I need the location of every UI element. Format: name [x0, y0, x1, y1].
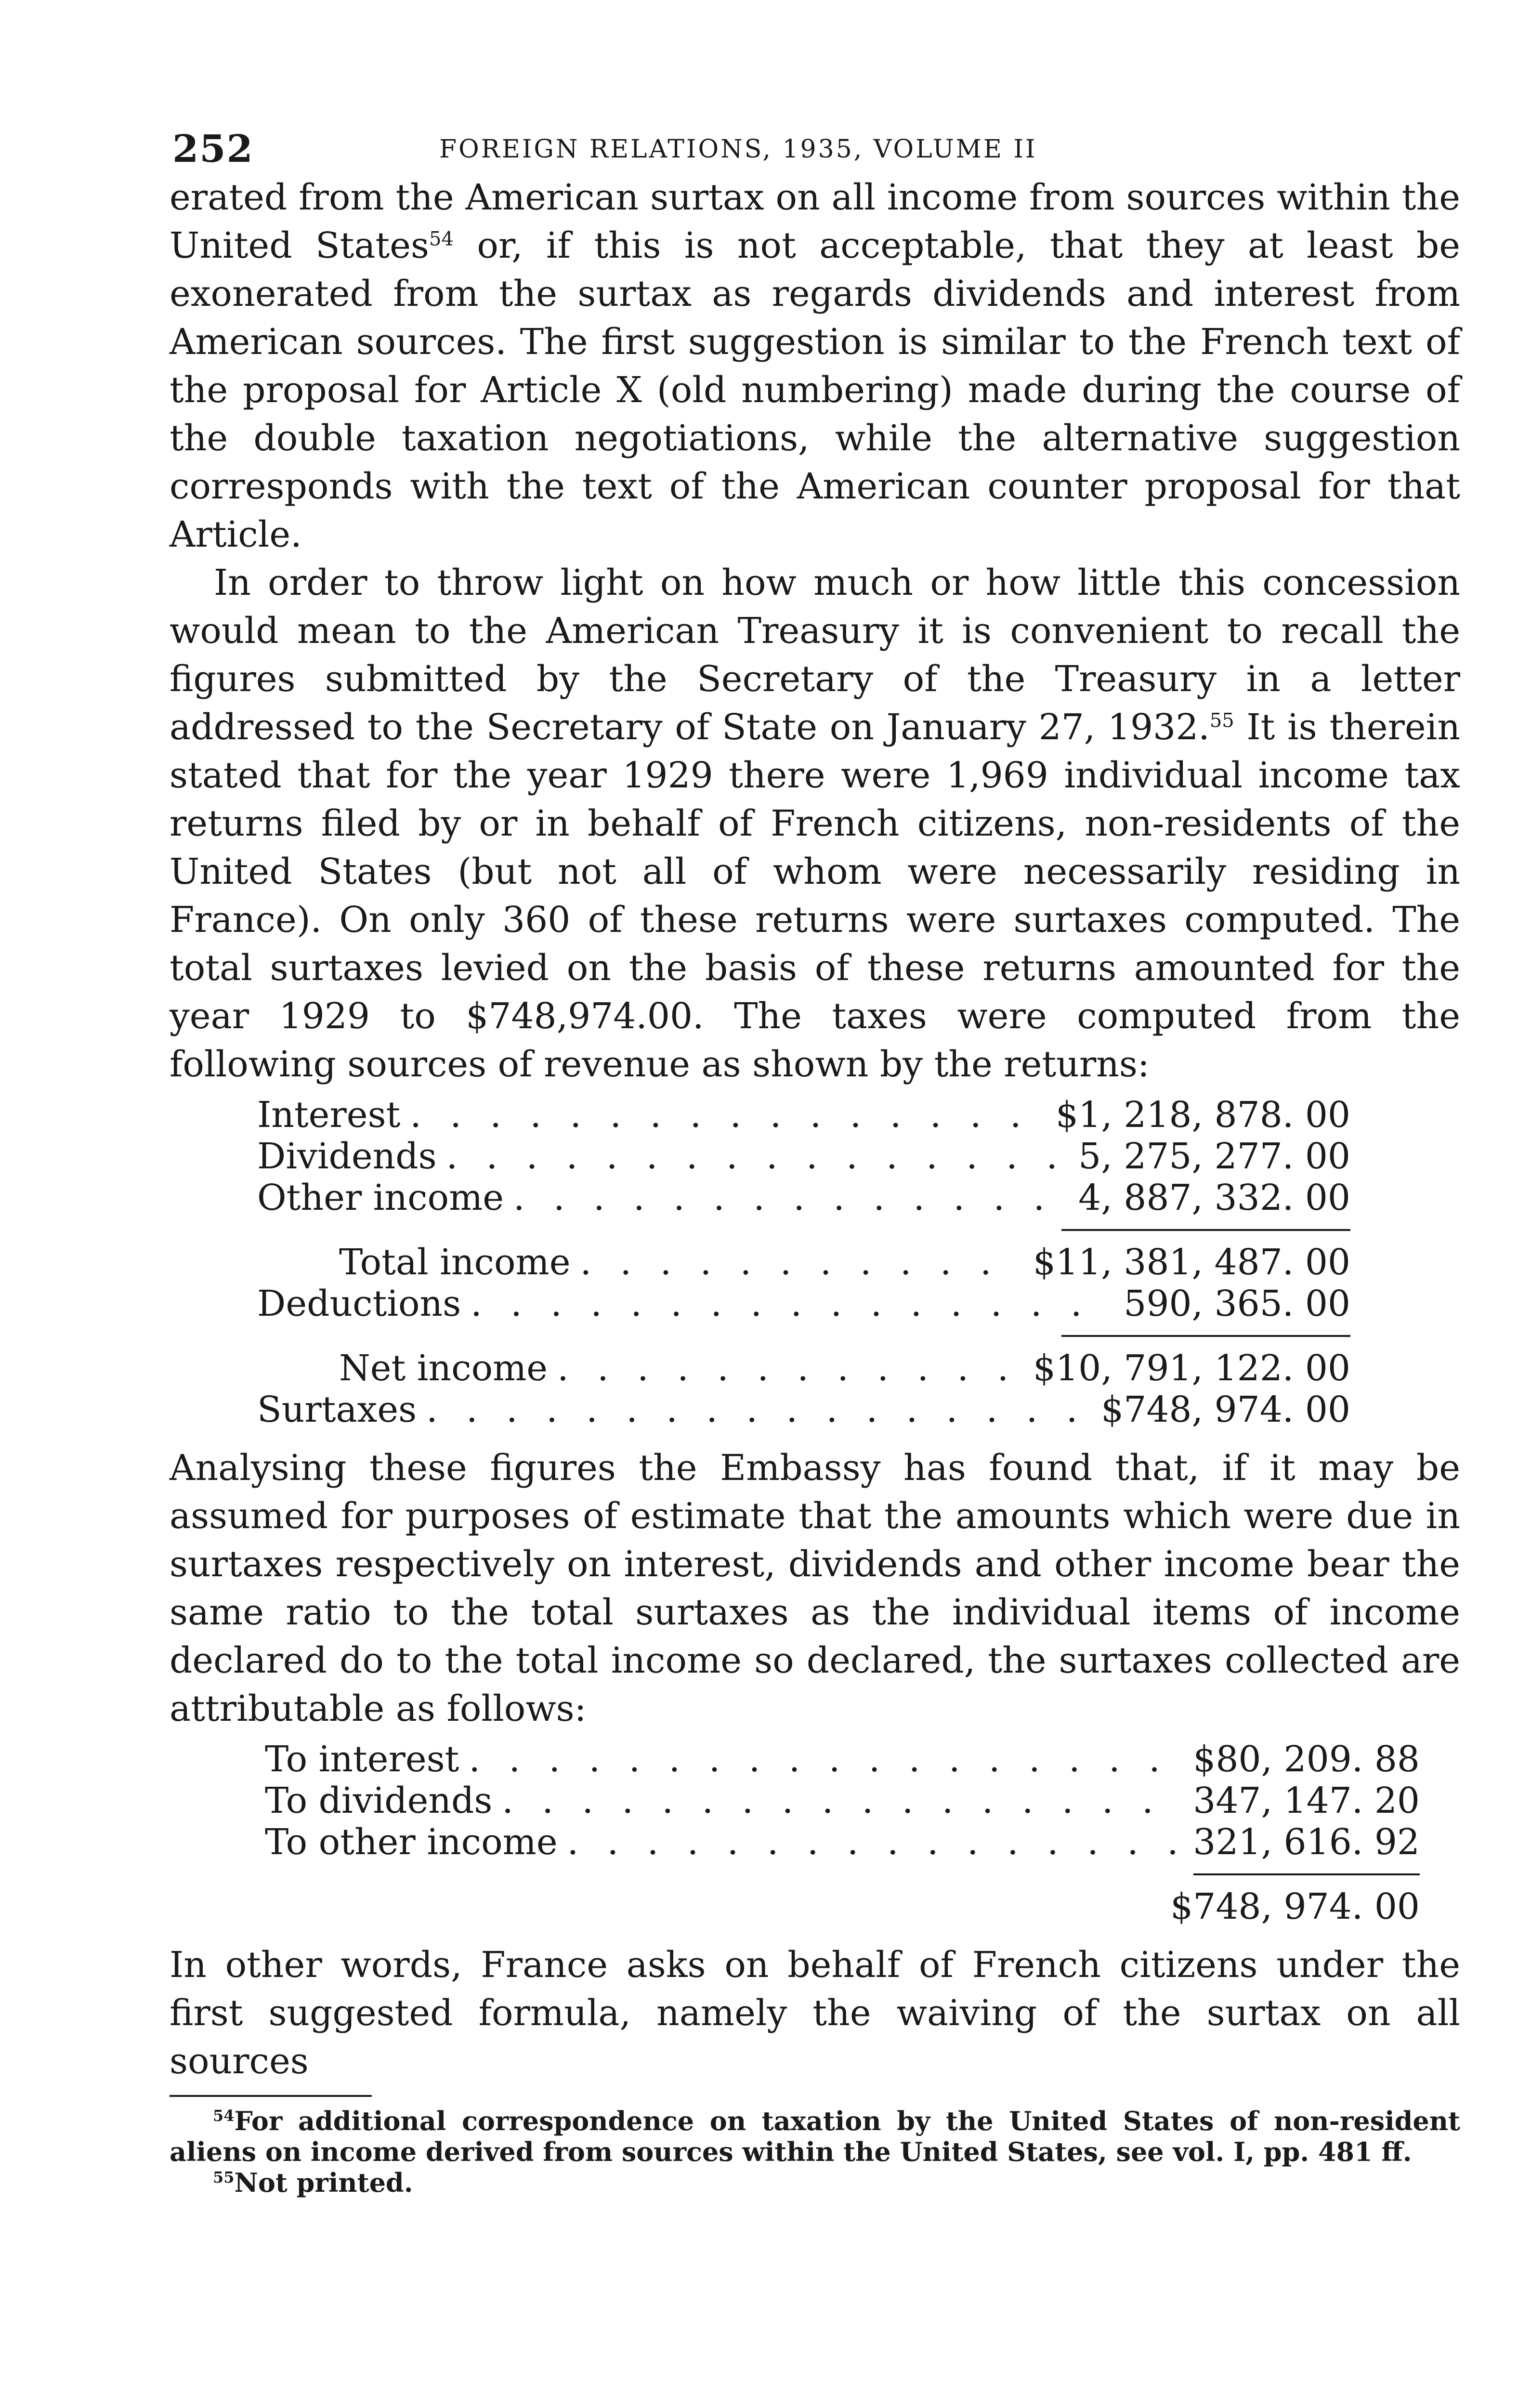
sum-rule	[1061, 1335, 1350, 1337]
row-label: Net income	[339, 1348, 548, 1389]
table-row-total	[265, 1886, 1420, 1927]
row-value: 347, 147. 20	[1193, 1780, 1420, 1821]
table-row	[265, 1739, 1420, 1780]
paragraph-text: In order to throw light on how much or how little this concession would mean to the American Treasury it is convenient to recall the figures submitted by the Secretary of the Treasury in a letter addressed to the Secretary of State on January 27, 1932.	[170, 562, 1460, 748]
row-label: Interest	[257, 1094, 401, 1136]
row-value: 4, 887, 332. 00	[1078, 1177, 1350, 1218]
paragraph-text: It is therein stated that for the year 1929 there were 1,969 individual income tax returns filed by or in behalf of French citizens, non-residents of the United States (but not all of whom were necessarily residing in France). On only 360 of these returns were surtaxes computed. The total surtaxes levied on the basis of these returns amounted for the year 1929 to $748,974.00. The taxes were computed from the following sources of revenue as shown by the returns:	[170, 707, 1460, 1085]
paragraph-text: or, if this is not acceptable, that they at least be exonerated from the surtax as regards dividends and interest from American sources. The first suggestion is similar to the French text of the proposal for Article X (old numbering) made during the course of the double taxation negotiations, while the alternative suggestion corresponds with the text of the American counter proposal for that Article.	[170, 225, 1461, 555]
row-value: $1, 218, 878. 00	[1056, 1094, 1350, 1136]
row-label: To dividends	[265, 1780, 493, 1821]
row-value: 5, 275, 277. 00	[1078, 1136, 1350, 1177]
footnote-reference[interactable]: 54	[429, 228, 454, 250]
document-page	[170, 120, 1460, 2198]
row-label: Total income	[339, 1242, 571, 1283]
footnote-marker: 54	[213, 2107, 235, 2125]
row-value: $80, 209. 88	[1193, 1739, 1420, 1780]
paragraph-analysis	[170, 1444, 1460, 1733]
row-label: To interest	[265, 1739, 459, 1780]
paragraph-continued	[170, 173, 1460, 559]
row-value: $10, 791, 122. 00	[1033, 1348, 1350, 1389]
footnote-divider	[170, 2095, 372, 2097]
sum-rule	[1061, 1229, 1350, 1231]
dot-leader	[557, 1348, 1023, 1389]
row-label: Dividends	[257, 1136, 437, 1177]
row-value: 321, 616. 92	[1193, 1821, 1420, 1863]
table-row-surtaxes	[257, 1389, 1350, 1430]
page-header	[170, 120, 1460, 173]
dot-leader	[567, 1821, 1184, 1863]
dot-leader	[469, 1739, 1183, 1780]
table-row	[257, 1136, 1350, 1177]
table-row-deductions	[257, 1283, 1350, 1324]
row-label: Deductions	[257, 1283, 461, 1324]
table-row	[265, 1821, 1420, 1863]
paragraph-conclusion	[170, 1941, 1460, 2085]
sum-rule	[1193, 1873, 1420, 1875]
dot-leader	[471, 1283, 1114, 1324]
running-head: FOREIGN RELATIONS, 1935, VOLUME II	[439, 135, 1037, 164]
total-value: $748, 974. 00	[1170, 1886, 1420, 1927]
dot-leader	[580, 1242, 1023, 1283]
paragraph-treasury-figures	[170, 559, 1460, 1088]
income-table	[170, 1094, 1350, 1430]
footnote-text: For additional correspondence on taxation by the United States of non-resident aliens on income derived from sources within the United States, see vol. I, pp. 481 ff.	[170, 2106, 1460, 2167]
paragraph-text: In other words, France asks on behalf of French citizens under the first suggested formula, namely the waiving of the surtax on all sources	[170, 1944, 1460, 2082]
footnote-marker: 55	[213, 2168, 235, 2186]
table-row-net-income	[257, 1348, 1350, 1389]
row-value: $748, 974. 00	[1101, 1389, 1350, 1430]
dot-leader	[410, 1094, 1046, 1136]
footnote-54	[170, 2106, 1460, 2167]
row-label: Other income	[257, 1177, 504, 1218]
dot-leader	[426, 1389, 1091, 1430]
table-row	[257, 1094, 1350, 1136]
footnote-55	[170, 2167, 1460, 2198]
dot-leader	[502, 1780, 1183, 1821]
row-value: $11, 381, 487. 00	[1033, 1242, 1350, 1283]
row-label: To other income	[265, 1821, 558, 1863]
table-row	[265, 1780, 1420, 1821]
footnotes	[170, 2106, 1460, 2198]
footnote-reference[interactable]: 55	[1209, 709, 1234, 732]
footnote-text: Not printed.	[234, 2167, 413, 2198]
dot-leader	[446, 1136, 1069, 1177]
dot-leader	[513, 1177, 1069, 1218]
page-number: 252	[172, 127, 254, 171]
row-label: Surtaxes	[257, 1389, 417, 1430]
surtax-attribution-table	[170, 1739, 1420, 1927]
paragraph-text: Analysing these figures the Embassy has found that, if it may be assumed for purposes of estimate that the amounts which were due in surtaxes respectively on interest, dividends and other income bear the same ratio to the total surtaxes as the individual items of income declared do to the total income so declared, the surtaxes collected are attributable as follows:	[170, 1447, 1460, 1729]
paragraph-text: erated from the American surtax on all income from sources within the United States	[170, 177, 1460, 266]
table-row	[257, 1177, 1350, 1218]
table-row-total-income	[257, 1242, 1350, 1283]
row-value: 590, 365. 00	[1124, 1283, 1350, 1324]
